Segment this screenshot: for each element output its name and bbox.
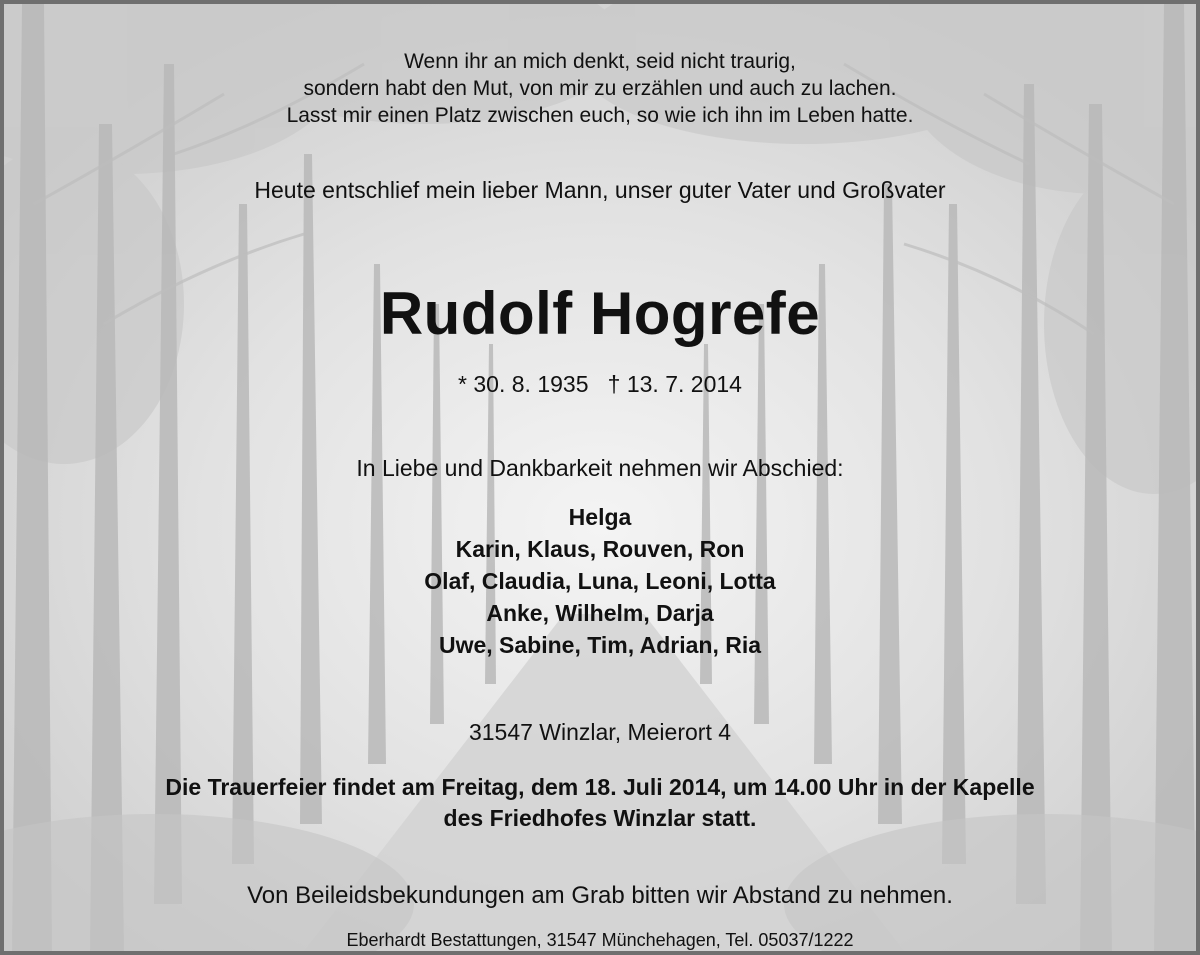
family-address: 31547 Winzlar, Meierort 4 [468,719,732,745]
mourner-line: Karin, Klaus, Rouven, Ron [455,536,745,562]
poem-line: Wenn ihr an mich denkt, seid nicht traurig, [404,50,796,73]
undertaker-info: Eberhardt Bestattungen, 31547 Münchehagen, Tel. 05037/1222 [346,930,854,950]
birth-death-dates: * 30. 8. 1935 † 13. 7. 2014 [458,371,742,397]
mourners-list [4,501,1196,661]
funeral-details [4,772,1196,834]
mourner-line: Uwe, Sabine, Tim, Adrian, Ria [438,632,762,658]
mourner-line: Olaf, Claudia, Luna, Leoni, Lotta [424,568,776,594]
condolence-request: Von Beileidsbekundungen am Grab bitten wir Abstand zu nehmen. [247,882,953,909]
funeral-line: des Friedhofes Winzlar statt. [443,805,757,831]
farewell-line: In Liebe und Dankbarkeit nehmen wir Abschied: [356,455,844,481]
funeral-line: Die Trauerfeier findet am Freitag, dem 18. Juli 2014, um 14.00 Uhr in der Kapelle [165,774,1035,800]
poem-line: Lasst mir einen Platz zwischen euch, so wie ich ihn im Leben hatte. [286,104,914,127]
death-announcement-line: Heute entschlief mein lieber Mann, unser guter Vater und Großvater [254,177,946,203]
mourner-line: Anke, Wilhelm, Darja [486,600,714,626]
poem-line: sondern habt den Mut, von mir zu erzählen und auch zu lachen. [303,77,897,100]
deceased-name: Rudolf Hogrefe [379,280,821,347]
mourner-line: Helga [568,504,632,530]
memorial-poem [4,48,1196,129]
